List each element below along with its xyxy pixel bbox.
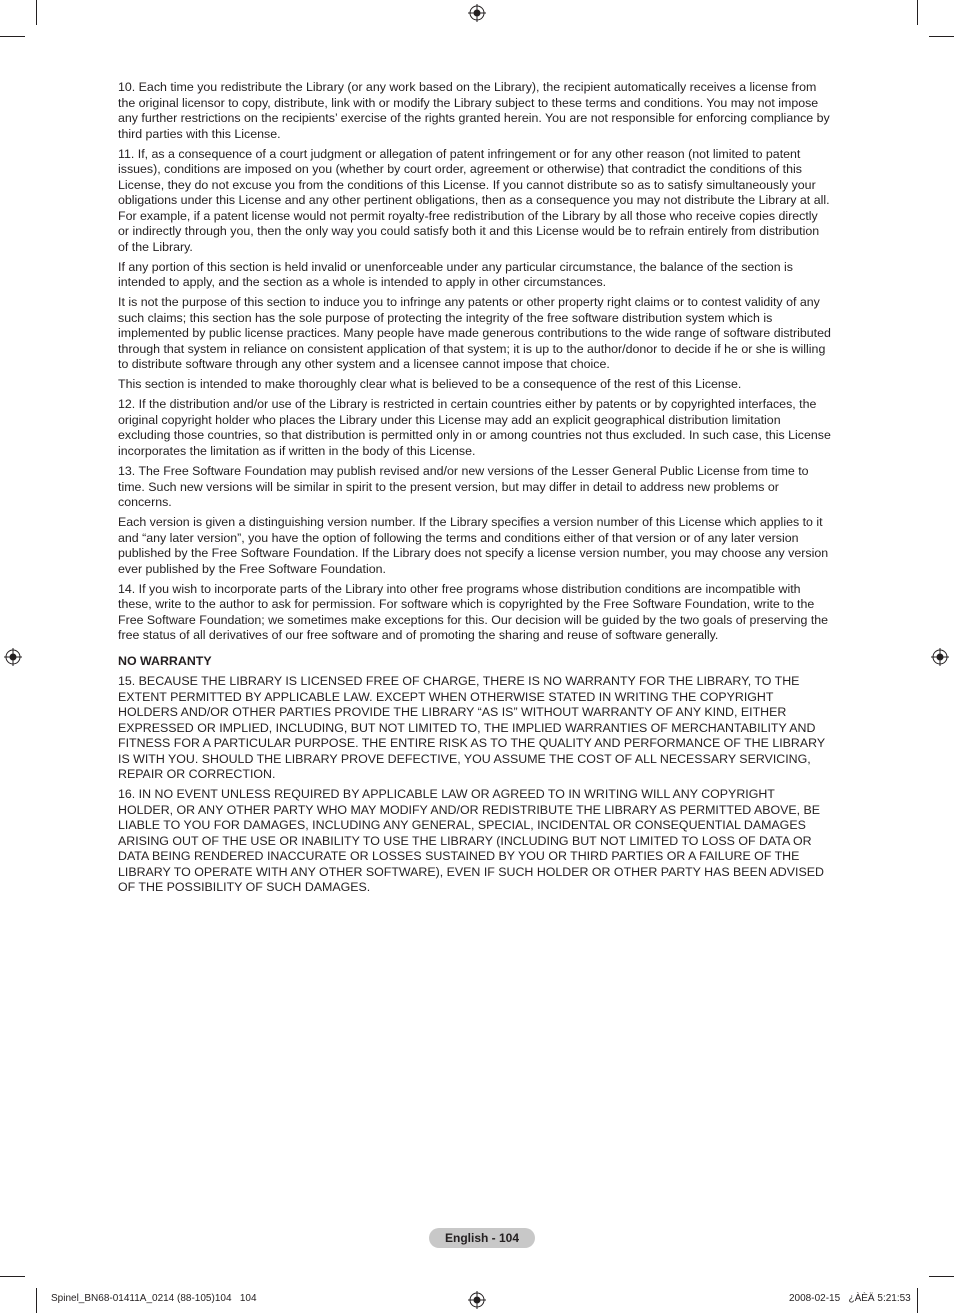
crosshair-target-icon (468, 1291, 486, 1309)
section-11-invalid-portion-paragraph: If any portion of this section is held invalid or unenforceable under any particular circumstance, the balance of the section is intended to apply, and the section as a whole is intended to apply in other circumstances. (118, 259, 793, 290)
section-14-paragraph: 14. If you wish to incorporate parts of the Library into other free programs whose distribution conditions are incompatible with these, write to the author to ask for permission. For software which is copyrighted by the Free Software Foundation, write to the Free Software Foundation; we sometimes make exceptions for this. Our decision will be guided by the two goals of preserving the free status of all derivatives of our free software and of promoting the sharing and reuse of software generally. (118, 581, 829, 643)
section-10-paragraph: 10. Each time you redistribute the Library (or any work based on the Library), the recipient automatically receives a license from the original licensor to copy, distribute, link with or modify the Library subject to these terms and conditions. You may not impose any further restrictions on the recipients’ exercise of the rights granted herein. You are not responsible for enforcing compliance by third parties with this License. (118, 80, 830, 141)
crop-mark-bottom-right-h (929, 1276, 954, 1277)
section-11-clarification-paragraph: This section is intended to make thoroughly clear what is believed to be a consequence of the rest of this License. (118, 377, 742, 392)
crosshair-target-icon (931, 648, 949, 666)
crosshair-target-icon (4, 648, 22, 666)
crop-mark-bottom-right-v (917, 1288, 918, 1313)
section-11-paragraph: 11. If, as a consequence of a court judgment or allegation of patent infringement or for any other reason (not limited to patent issues), conditions are imposed on you (whether by court order, agreement or otherwise) that contradict the conditions of this License, they do not excuse you from the conditions of this License. If you cannot distribute so as to satisfy simultaneously your obligations under this License and any other pertinent obligations, then as a consequence you may not distribute the Library at all. For example, if a patent license would not permit royalty-free redistribution of the Library by all those who receive copies directly or indirectly through you, then the only way you could satisfy both it and this License would be to refrain entirely from distribution of the Library. (118, 146, 830, 254)
page-number-badge: English - 104 (429, 1228, 535, 1248)
section-11-purpose-paragraph: It is not the purpose of this section to induce you to infringe any patents or other property right claims or to contest validity of any such claims; this section has the sole purpose of protecting the integrity of the free software distribution system which is implemented by public license practices. Many people have made generous contributions to the wide range of software distributed through that system in reliance on consistent application of that system; it is up to the author/donor to decide if he or she is willing to distribute software through any other system and a licensee cannot impose that choice. (118, 295, 831, 372)
no-warranty-heading: NO WARRANTY (118, 653, 212, 668)
section-12-paragraph: 12. If the distribution and/or use of the Library is restricted in certain countries either by patents or by copyrighted interfaces, the original copyright holder who places the Library under this License may add an explicit geographical distribution limitation excluding those countries, so that distribution is permitted only in or among countries not thus excluded. In such case, this License incorporates the limitation as if written in the body of this License. (118, 397, 831, 458)
section-13-version-paragraph: Each version is given a distinguishing version number. If the Library specifies a version number of this License which applies to it and “any later version”, you have the option of following the terms and conditions either of that version or of any later version published by the Free Software Foundation. If the Library does not specify a license version number, you may choose any version ever published by the Free Software Foundation. (118, 515, 829, 576)
crop-mark-top-right-h (929, 36, 954, 37)
section-15-paragraph: 15. BECAUSE THE LIBRARY IS LICENSED FREE OF CHARGE, THERE IS NO WARRANTY FOR THE LIBRARY, TO THE EXTENT PERMITTED BY APPLICABLE LAW. EXCEPT WHEN OTHERWISE STATED IN WRITING THE COPYRIGHT HOLDERS AND/OR OTHER PARTIES PROVIDE THE LIBRARY “AS IS” WITHOUT WARRANTY OF ANY KIND, EITHER EXPRESSED OR IMPLIED, INCLUDING, BUT NOT LIMITED TO, THE IMPLIED WARRANTIES OF MERCHANTABILITY AND FITNESS FOR A PARTICULAR PURPOSE. THE ENTIRE RISK AS TO THE QUALITY AND PERFORMANCE OF THE LIBRARY IS WITH YOU. SHOULD THE LIBRARY PROVE DEFECTIVE, YOU ASSUME THE COST OF ALL NECESSARY SERVICING, REPAIR OR CORRECTION. (118, 674, 825, 782)
footer-timestamp: 2008-02-15 ¿ÀÈÄ 5:21:53 (789, 1293, 911, 1304)
crop-mark-bottom-left-h (0, 1276, 25, 1277)
footer-file-info: Spinel_BN68-01411A_0214 (88-105)104 104 (51, 1293, 257, 1304)
section-16-paragraph: 16. IN NO EVENT UNLESS REQUIRED BY APPLICABLE LAW OR AGREED TO IN WRITING WILL ANY COPYRIGHT HOLDER, OR ANY OTHER PARTY WHO MAY MODIFY AND/OR REDISTRIBUTE THE LIBRARY AS PERMITTED ABOVE, BE LIABLE TO YOU FOR DAMAGES, INCLUDING ANY GENERAL, SPECIAL, INCIDENTAL OR CONSEQUENTIAL DAMAGES ARISING OUT OF THE USE OR INABILITY TO USE THE LIBRARY (INCLUDING BUT NOT LIMITED TO LOSS OF DATA OR DATA BEING RENDERED INACCURATE OR LOSSES SUSTAINED BY YOU OR THIRD PARTIES OR A FAILURE OF THE LIBRARY TO OPERATE WITH ANY OTHER SOFTWARE), EVEN IF SUCH HOLDER OR OTHER PARTY HAS BEEN ADVISED OF THE POSSIBILITY OF SUCH DAMAGES. (118, 787, 824, 895)
section-13-paragraph: 13. The Free Software Foundation may publish revised and/or new versions of the Lesser General Public License from time to time. Such new versions will be similar in spirit to the present version, but may differ in detail to address new problems or concerns. (118, 464, 809, 510)
license-text-body (118, 80, 832, 900)
crosshair-target-icon (468, 4, 486, 22)
crop-mark-top-left-h (0, 36, 25, 37)
crop-mark-bottom-left-v (36, 1288, 37, 1313)
crop-mark-top-right-v (917, 0, 918, 25)
crop-mark-top-left-v (36, 0, 37, 25)
